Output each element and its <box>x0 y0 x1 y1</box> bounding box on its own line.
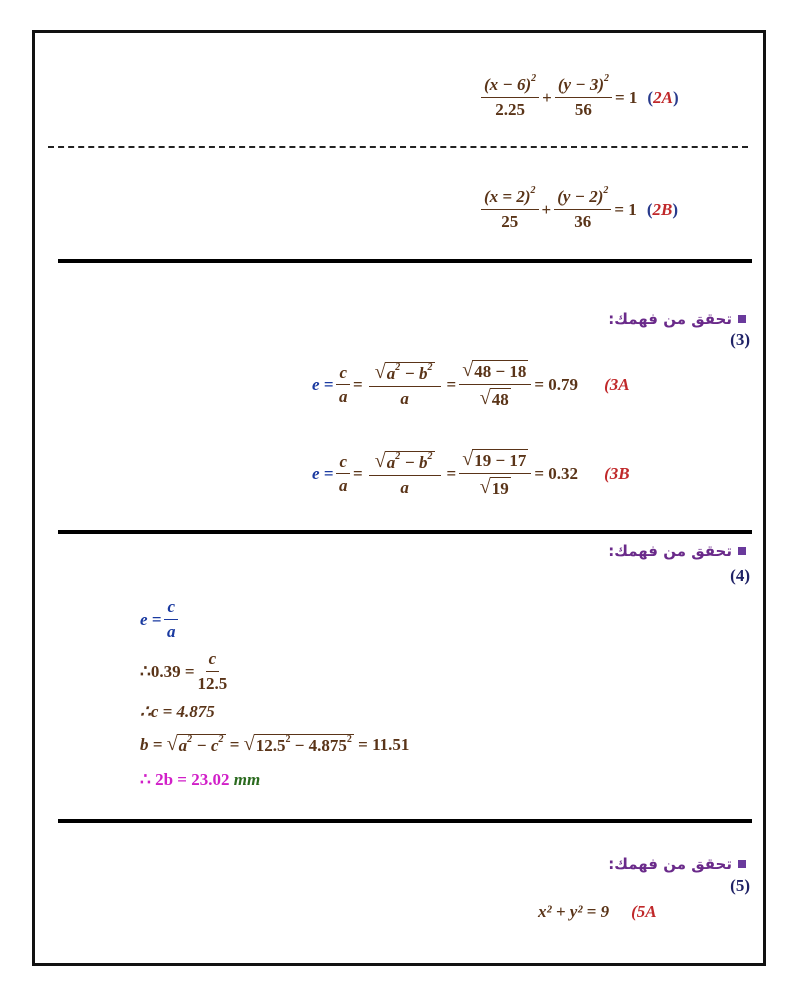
question-number: (5) <box>730 876 750 895</box>
dashed-divider <box>48 146 748 148</box>
fraction-radical: √ $a^2 - b^2$ a <box>369 362 441 409</box>
section-divider <box>58 819 752 823</box>
eccentricity-definition: e = $\frac{c}{a}$ <box>140 598 181 641</box>
fraction-c-over-a: $\frac{c}{a}$ <box>164 598 178 641</box>
fraction-radical: √ $a^2 - b^2$ a <box>369 451 441 498</box>
square-bullet-icon <box>738 315 746 323</box>
equation-2b: $\frac{(x = 2)^2}{25}$ + $\frac{(y - 2)^2}{36}$ = 1 (2B) <box>478 188 678 231</box>
circle-equation-5a: x² + y² = 9 (5A <box>538 902 657 921</box>
section-divider <box>58 530 752 534</box>
c-value-line: ∴c = 4.875 <box>140 702 215 721</box>
b-calculation-line: b = √ $a^2 - c^2$ = √ $12.5^2 - 4.875^2$ = 11.51 <box>140 733 410 755</box>
fraction-y: $\frac{(y - 2)^2}{36}$ <box>554 188 611 231</box>
section-divider <box>58 259 752 263</box>
fraction-numeric: √ 48 − 18 √ 48 <box>459 360 531 411</box>
fraction-x: $\frac{(x - 6)^2}{2.25}$ <box>481 76 539 119</box>
question-number: (3) <box>730 330 750 349</box>
fraction-c-over-a: $\frac{c}{a}$ <box>336 453 350 496</box>
eccentricity-row-3a: e = $\frac{c}{a}$ = √ $a^2 - b^2$ a = √ 48 − 18 √ 48 = 0.79 (3A <box>312 359 630 410</box>
fraction-y: $\frac{(y - 3)^2}{56}$ <box>555 76 612 119</box>
square-bullet-icon <box>738 547 746 555</box>
fraction-c-over-12-5: $\frac{c}{12.5}$ <box>197 649 228 693</box>
fraction-numeric: √ 19 − 17 √ 19 <box>459 449 531 500</box>
section-heading: تحقق من فهمك: <box>608 542 746 560</box>
question-number: (4) <box>730 566 750 585</box>
eccentricity-row-3b: e = $\frac{c}{a}$ = √ $a^2 - b^2$ a = √ 19 − 17 √ 19 = 0.32 (3B <box>312 448 630 499</box>
square-bullet-icon <box>738 860 746 868</box>
final-answer-line: ∴ 2b = 23.02 mm <box>140 770 261 789</box>
section-heading: تحقق من فهمك: <box>608 855 746 873</box>
fraction-x: $\frac{(x = 2)^2}{25}$ <box>481 188 539 231</box>
fraction-c-over-a: $\frac{c}{a}$ <box>336 364 350 407</box>
section-heading: تحقق من فهمك: <box>608 310 746 328</box>
substitution-line: ∴0.39 = $\frac{c}{12.5}$ <box>140 649 228 693</box>
equation-2a: $\frac{(x - 6)^2}{2.25}$ + $\frac{(y - 3)^2}{56}$ = 1 (2A) <box>478 76 679 119</box>
